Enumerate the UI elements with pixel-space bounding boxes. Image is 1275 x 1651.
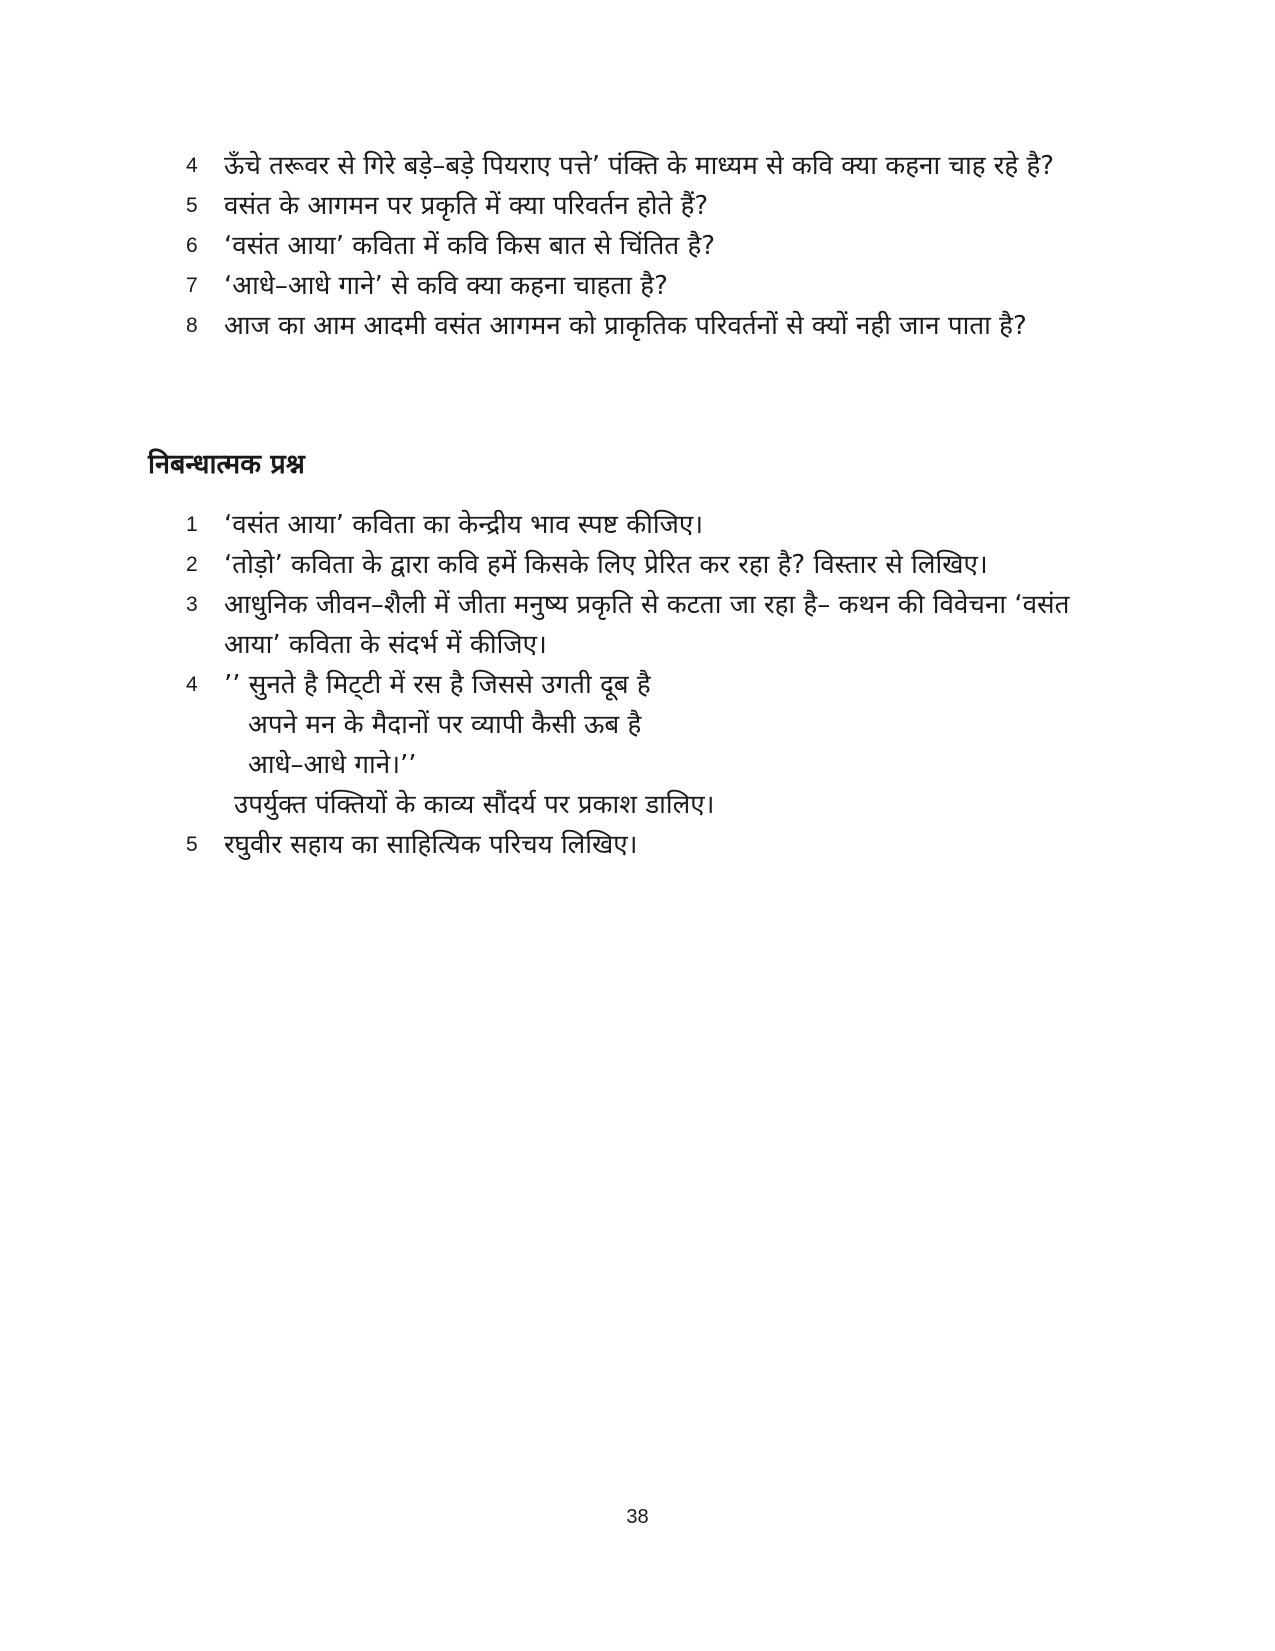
- verse-line: ’’ सुनते है मिट्‌टी में रस है जिससे उगती दूब है: [224, 670, 651, 700]
- question-item: [186, 545, 1106, 585]
- question-text: ऊँचे तरूवर से गिरे बड़े–बड़े पियराए पत्ते’ पंक्ति के माध्यम से कवि क्या कहना चाह रहे है?: [224, 151, 1055, 181]
- question-item: [186, 585, 1106, 665]
- essay-question-list: [186, 505, 1106, 865]
- question-item: [186, 226, 1106, 266]
- question-item: [186, 505, 1106, 545]
- question-item: [186, 146, 1106, 186]
- section-heading: निबन्धात्मक प्रश्न: [148, 449, 305, 480]
- verse-line: अपने मन के मैदानों पर व्यापी कैसी ऊब है: [248, 710, 642, 740]
- short-question-list: [186, 146, 1106, 346]
- question-text: ‘वसंत आया’ कविता का केन्द्रीय भाव स्पष्ट कीजिए।: [224, 510, 704, 540]
- question-number: 2: [186, 553, 198, 576]
- question-text: आधुनिक जीवन–शैली में जीता मनुष्य प्रकृति से कटता जा रहा है– कथन की विवेचना ‘वसंत आया’ कविता के संदर्भ में कीजिए।: [224, 590, 1070, 660]
- quoted-verse: [224, 665, 1106, 785]
- page-number: 38: [626, 1506, 649, 1528]
- question-item: [186, 665, 1106, 825]
- question-number: 5: [186, 194, 198, 217]
- question-number: 7: [186, 274, 198, 297]
- question-text: ‘आधे–आधे गाने’ से कवि क्या कहना चाहता है?: [224, 271, 668, 301]
- question-number: 6: [186, 234, 198, 257]
- verse-line: आधे–आधे गाने।’’: [248, 750, 417, 780]
- question-number: 3: [186, 593, 198, 616]
- question-number: 1: [186, 513, 198, 536]
- question-text: रघुवीर सहाय का साहित्यिक परिचय लिखिए।: [224, 830, 638, 860]
- question-text: ‘वसंत आया’ कविता में कवि किस बात से चिंतित है?: [224, 231, 716, 261]
- question-item: [186, 266, 1106, 306]
- question-item: [186, 306, 1106, 346]
- question-item: [186, 825, 1106, 865]
- question-text: उपर्युक्त पंक्तियों के काव्य सौंदर्य पर प्रकाश डालिए।: [234, 790, 715, 820]
- question-number: 4: [186, 154, 198, 177]
- question-number: 5: [186, 833, 198, 856]
- question-number: 4: [186, 673, 198, 696]
- question-text: वसंत के आगमन पर प्रकृति में क्या परिवर्तन होते हैं?: [224, 191, 709, 221]
- question-text: आज का आम आदमी वसंत आगमन को प्राकृतिक परिवर्तनों से क्यों नही जान पाता है?: [224, 311, 1027, 341]
- question-text: ‘तोड़ो’ कविता के द्वारा कवि हमें किसके लिए प्रेरित कर रहा है? विस्तार से लिखिए।: [224, 550, 988, 580]
- question-number: 8: [186, 314, 198, 337]
- question-item: [186, 186, 1106, 226]
